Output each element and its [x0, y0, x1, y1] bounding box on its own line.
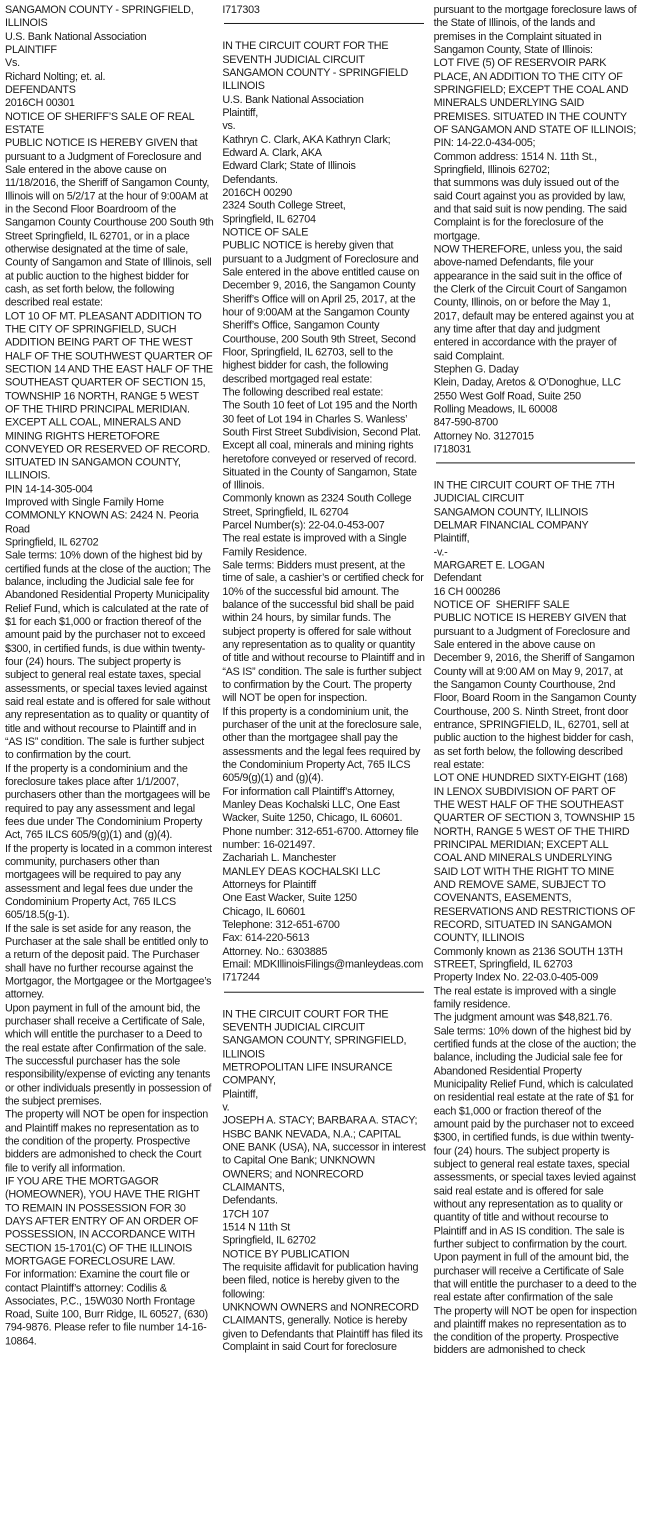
notice-header-line: IN THE CIRCUIT COURT FOR THE SEVENTH JUDICIAL CIRCUIT — [222, 1008, 392, 1034]
notice-paragraph: If the property is a condominium and the foreclosure takes place after 1/1/2007, purchasers other than the mortgagees will be required to pay any assessment and legal fees due under The Condominium Property Act, 765 ILCS 605/9(g)(1) and (g)(4). — [5, 762, 211, 842]
notice-title: NOTICE OF SHERIFF’S SALE OF REAL ESTATE — [5, 110, 197, 136]
notice-paragraph: The real estate is improved with a single family residence. — [433, 985, 617, 1011]
notice-header-line: DEFENDANTS — [5, 83, 76, 96]
notice-paragraph: The requisite affidavit for publication having been filed, notice is hereby given to the following: — [222, 1261, 419, 1300]
sale-terms: Sale terms: 10% down of the highest bid by certified funds at the close of the auction; The balance, including the Judicial sale fee for Abandoned Residential Property Municipality Relief Fund, which is calculated at the rate of $1 for each $1,000 or fraction thereof of the amount paid by the purchaser not to exceed $300, in certified funds, is due within twenty-four (24) hours. The subject property is subject to general real estate taxes, special assessments, or special taxes levied against said real estate and is offered for sale without any representation as to quality or quantity of title and without recourse to Plaintiff and in “AS IS” condition. The sale is further subject to confirmation by the court. — [5, 549, 211, 762]
notice-divider — [436, 463, 635, 464]
notice-paragraph: If the property is located in a common interest community, purchasers other than mortgagees will be required to pay any assessment and legal fees due under the Condominium Property Act, 765 ILCS 605/18.5(g-1). — [5, 842, 212, 922]
notice-id: I717244 — [222, 972, 260, 985]
law-firm: Klein, Daday, Aretos & O’Donoghue, LLC — [433, 376, 621, 389]
case-number: 17CH 107 — [222, 1207, 269, 1220]
fax: Fax: 614-220-5613 — [222, 932, 310, 945]
parcel-number: Property Index No. 22-03.0-405-009 — [433, 972, 599, 985]
notice-header-line: METROPOLITAN LIFE INSURANCE COMPANY, — [222, 1061, 396, 1087]
notice-header-line: Plaintiff, — [433, 532, 470, 545]
notice-header-line: SANGAMON COUNTY, ILLINOIS — [433, 506, 589, 519]
notice-paragraph: The property will NOT be open for inspection and plaintiff makes no representation as to the condition of the property. Prospective bidders are admonished to check — [433, 1304, 637, 1357]
parcel-number: Parcel Number(s): 22-04.0-453-007 — [222, 519, 385, 532]
notice-header-line: 2324 South College Street, — [222, 200, 346, 212]
property-address: Commonly known as 2324 South College Street, Springfield, IL 62704 — [222, 492, 412, 519]
case-number: 16 CH 000286 — [433, 586, 501, 599]
notice-title: NOTICE OF SALE — [222, 226, 309, 239]
notice-divider — [224, 991, 423, 992]
notice-header-line: Defendants. — [222, 1194, 278, 1207]
notice-header-line: Plaintiff, — [222, 106, 259, 119]
notice-header-line: v. — [222, 1101, 230, 1114]
notice-header-line: Plaintiff, — [222, 1088, 259, 1101]
notice-paragraph: NOW THEREFORE, unless you, the said above-named Defendants, file your appearance in the said suit in the office of the Clerk of the Circuit Court of Sangamon County, Illinois, on or before the May 1, 2017, default may be entered against you at any time after that day and judgment entered in accordance with the prayer of said Complaint. — [433, 243, 634, 363]
column-3 — [430, 4, 641, 1513]
notice-header-line: SANGAMON COUNTY, SPRINGFIELD, ILLINOIS — [222, 1034, 410, 1061]
notice-header-line: Springfield, IL 62704 — [222, 213, 316, 226]
notice-header-line: Defendants. — [222, 173, 278, 186]
notice-header-line: Edward Clark; State of Illinois — [222, 160, 356, 173]
legal-description: LOT FIVE (5) OF RESERVOIR PARK PLACE, AN ADDITION TO THE CITY OF SPRINGFIELD; EXCEPT THE COAL AND MINERALS UNDERLYING SAID PREMISES. SITUATED IN THE COUNTY OF SANGAMON AND STATE OF ILLINOIS; — [433, 57, 636, 136]
notice-header-line: Defendant — [433, 572, 482, 585]
notice-paragraph: PUBLIC NOTICE is hereby given that pursuant to a Judgment of Foreclosure and Sale entered in the above entitled cause on December 9, 2016, the Sangamon County Sheriff’s Office will on April 25, 2017, at the hour of 9:00AM at the Sangamon County Sheriff’s Office, Sangamon County Courthouse, 200 South 9th Street, Second Floor, Springfield, IL 62703, sell to the highest bidder for cash, the following described mortgaged real estate: — [222, 239, 420, 386]
notice-header-line: 1514 N 11th St — [222, 1221, 291, 1234]
notice-paragraph: Attorneys for Plaintiff — [222, 878, 316, 891]
notice-header-line: MARGARET E. LOGAN — [433, 559, 545, 572]
notice-paragraph: PUBLIC NOTICE IS HEREBY GIVEN that pursuant to a Judgment of Foreclosure and Sale entered in the above cause on December 9, 2016, the Sheriff of Sangamon County will at 9:00 AM on May 9, 2017, at the Sangamon County Courthouse, 2nd Floor, Board Room in the Sangamon County Courthouse, 200 S. Ninth Street, front door entrance, SPRINGFIELD, IL, 62701, sell at public auction to the highest bidder for cash, as set forth below, the following described real estate: — [433, 612, 637, 772]
legal-description: LOT ONE HUNDRED SIXTY-EIGHT (168) IN LENOX SUBDIVISION OF PART OF THE WEST HALF OF THE SOUTHEAST QUARTER OF SECTION 3, TOWNSHIP 15 NORTH, RANGE 5 WEST OF THE THIRD PRINCIPAL MERIDIAN; EXCEPT ALL COAL AND MINERALS UNDERLYING SAID LOT WITH THE RIGHT TO MINE AND REMOVE SAME, SUBJECT TO COVENANTS, EASEMENTS, RESERVATIONS AND RESTRICTIONS OF RECORD, SITUATED IN SANGAMON COUNTY, ILLINOIS — [433, 772, 636, 945]
notice-paragraph: IF YOU ARE THE MORTGAGOR (HOMEOWNER), YOU HAVE THE RIGHT TO REMAIN IN POSSESSION FOR 30 DAYS AFTER ENTRY OF AN ORDER OF POSSESSION, IN ACCORDANCE WITH SECTION 15-1701(C) OF THE ILLINOIS MORTGAGE FORECLOSURE LAW. — [5, 1175, 200, 1268]
notice-header-line: Kathryn C. Clark, AKA Kathryn Clark; Edward A. Clark, AKA — [222, 133, 394, 159]
case-number: 2016CH 00290 — [222, 186, 292, 199]
legal-description: LOT 10 OF MT. PLEASANT ADDITION TO THE CITY OF SPRINGFIELD, SUCH ADDITION BEING PART OF THE WEST HALF OF THE SOUTHWEST QUARTER OF SECTION 14 AND THE EAST HALF OF THE SOUTHEAST QUARTER OF SECTION 15, TOWNSHIP 16 NORTH, RANGE 5 WEST OF THE THIRD PRINCIPAL MERIDIAN. EXCEPT ALL COAL, MINERALS AND MINING RIGHTS HERETOFORE CONVEYED OR RESERVED OF RECORD. SITUATED IN SANGAMON COUNTY, ILLINOIS. — [5, 310, 213, 482]
sale-terms: Sale terms: 10% down of the highest bid by certified funds at the close of the auction; the balance, including the Judicial sale fee for Abandoned Residential Property Municipality Relief Fund, which is calculated on residential real estate at the rate of $1 for each $1,000 or fraction thereof of the amount paid by the purchaser not to exceed $300, in certified funds, is due within twenty-four (24) hours. The subject property is subject to general real estate taxes, special assessments, or special taxes levied against said real estate and is offered for sale without any representation as to quality or quantity of title and without recourse to Plaintiff and in AS IS condition. The sale is further subject to confirmation by the court. — [433, 1025, 636, 1251]
notice-id: I718031 — [433, 443, 471, 456]
legal-description: The South 10 feet of Lot 195 and the North 30 feet of Lot 194 in Charles S. Wanless’ South First Street Subdivision, Second Plat. Except all coal, minerals and mining rights heretofore conveyed or reserved of record. — [222, 399, 421, 465]
notice-id: I717303 — [222, 4, 260, 16]
notice-logan — [434, 480, 637, 1359]
telephone: 847-590-8700 — [433, 416, 498, 429]
notice-paragraph: Upon payment in full of the amount bid, the purchaser shall receive a Certificate of Sale, which will entitle the purchaser to a Deed to the real estate after Confirmation of the sale. The successful purchaser has the sole responsibility/expense of evicting any tenants or other individuals presently in possession of the subject premises. — [5, 1002, 212, 1108]
notice-paragraph: UNKNOWN OWNERS and NONRECORD CLAIMANTS, generally. Notice is hereby given to Defendants that Plaintiff has filed its Complaint in said Court for foreclosure — [222, 1301, 423, 1354]
notice-header-line: Richard Nolting; et. al. — [5, 70, 106, 83]
notice-stacy — [222, 1008, 429, 1354]
notice-clark — [222, 40, 425, 985]
notice-paragraph: The property will NOT be open for inspection and Plaintiff makes no representation as to the condition of the property. Prospective bidders are admonished to check the Court file to verify all information. — [5, 1108, 209, 1175]
notice-header-line: SANGAMON COUNTY - SPRINGFIELD, ILLINOIS — [5, 4, 197, 30]
attorney-name: Zachariah L. Manchester — [222, 852, 337, 865]
notice-header-line: IN THE CIRCUIT COURT FOR THE SEVENTH JUDICIAL CIRCUIT — [222, 40, 392, 66]
notice-header-line: JOSEPH A. STACY; BARBARA A. STACY; HSBC BANK NEVADA, N.A.; CAPITAL ONE BANK (USA), NA, successor in interest to Capital One Bank; UNKNOWN OWNERS; and NONRECORD CLAIMANTS, — [222, 1114, 429, 1194]
notice-paragraph: If the sale is set aside for any reason, the Purchaser at the sale shall be entitled only to a return of the deposit paid. The Purchaser shall have no further recourse against the Mortgagor, the Mortgagee or the Mortgagee’s attorney. — [5, 922, 212, 1001]
property-address: Commonly known as 2136 SOUTH 13TH STREET, Springfield, IL 62703 — [433, 945, 623, 971]
notice-header-line: IN THE CIRCUIT COURT OF THE 7TH JUDICIAL CIRCUIT — [433, 479, 618, 505]
notice-paragraph: pursuant to the mortgage foreclosure laws of the State of Illinois, of the lands and premises in the Complaint situated in Sangamon County, State of Illinois: — [433, 4, 637, 56]
notice-title: NOTICE OF SHERIFF SALE — [433, 599, 570, 612]
property-address: COMMONLY KNOWN AS: 2424 N. Peoria Road — [5, 509, 199, 536]
attorney-contact: For information call Plaintiff’s Attorney, Manley Deas Kochalski LLC, One East Wacker, Suite 1250, Chicago, IL 60601. Phone number: 312-651-6700. Attorney file number: 16-021497. — [222, 785, 419, 851]
telephone: Telephone: 312-651-6700 — [222, 918, 340, 931]
notice-paragraph: Upon payment in full of the amount bid, the purchaser will receive a Certificate of Sale that will entitle the purchaser to a deed to the real estate after confirmation of the sale — [433, 1251, 637, 1304]
notice-header-line: vs. — [222, 120, 236, 133]
notice-paragraph: Improved with Single Family Home — [5, 496, 164, 509]
notice-nolting — [5, 4, 214, 1348]
column-1 — [5, 4, 218, 1513]
attorney-number: Attorney. No.: 6303885 — [222, 945, 328, 958]
notice-paragraph: The following described real estate: — [222, 386, 384, 399]
notice-paragraph: Rolling Meadows, IL 60008 — [433, 403, 558, 416]
notice-paragraph: 2550 West Golf Road, Suite 250 — [433, 390, 581, 402]
email: Email: MDKIllinoisFilings@manleydeas.com — [222, 958, 424, 971]
notice-header-line: Vs. — [5, 57, 20, 70]
pin-number: PIN 14-14-305-004 — [5, 483, 93, 496]
attorney-name: Stephen G. Daday — [433, 363, 519, 376]
notice-header-line: SANGAMON COUNTY - SPRINGFIELD ILLINOIS — [222, 66, 411, 93]
notice-title: NOTICE BY PUBLICATION — [222, 1247, 350, 1260]
law-firm: MANLEY DEAS KOCHALSKI LLC — [222, 865, 381, 878]
notice-header-line: Springfield, IL 62702 — [222, 1234, 316, 1247]
notice-header-line: DELMAR FINANCIAL COMPANY — [433, 519, 589, 532]
case-number: 2016CH 00301 — [5, 97, 75, 110]
notice-paragraph: Situated in the County of Sangamon, State of Illinois. — [222, 466, 417, 492]
column-2 — [218, 4, 429, 1513]
attorney-number: Attorney No. 3127015 — [433, 429, 534, 442]
notice-paragraph: The real estate is improved with a Single Family Residence. — [222, 532, 407, 559]
property-city: Springfield, IL 62702 — [5, 536, 99, 549]
attorney-contact: For information: Examine the court file or contact Plaintiff’s attorney: Codilis & Associates, P.C., 15W030 North Frontage Road, Suite 100, Burr Ridge, IL 60527, (630) 794-9876. Please refer to file number 14-16-10864. — [5, 1268, 208, 1348]
pin-number: PIN: 14-22.0-434-005; — [433, 137, 536, 150]
notice-header-line: U.S. Bank National Association — [5, 30, 147, 43]
property-address: Common address: 1514 N. 11th St., Springfield, Illinois 62702; — [433, 150, 597, 176]
notice-header-line: PLAINTIFF — [5, 43, 57, 56]
notice-paragraph: that summons was duly issued out of the said Court against you as provided by law, and that said suit is now pending. The said Complaint is for the foreclosure of the mortgage. — [433, 177, 627, 243]
notice-paragraph: If this property is a condominium unit, the purchaser of the unit at the foreclosure sale, other than the mortgagee shall pay the assessments and the legal fees required by the Condominium Property Act, 765 ILCS 605/9(g)(1) and (g)(4). — [222, 705, 422, 785]
judgment-amount: The judgment amount was $48,821.76. — [433, 1011, 613, 1024]
notice-stacy-continued — [434, 4, 637, 457]
notice-header-line: -v.- — [433, 546, 448, 559]
sale-terms: Sale terms: Bidders must present, at the time of sale, a cashier’s or certified check for 10% of the successful bid amount. The balance of the successful bid shall be paid within 24 hours, by similar funds. The subject property is offered for sale without any representation as to quality or quantity of title and without recourse to Plaintiff and in “AS IS” condition. The sale is further subject to confirmation by the Court. The property will NOT be open for inspection. — [222, 559, 425, 705]
notice-paragraph: PUBLIC NOTICE IS HEREBY GIVEN that pursuant to a Judgment of Foreclosure and Sale entered in the above cause on 11/18/2016, the Sheriff of Sangamon County, Illinois will on 5/2/17 at the hour of 9:00AM at in the Second Floor Boardroom of the Sangamon County Courthouse 200 South 9th Street Springfield, IL 62701, or in a place otherwise designated at the time of sale, County of Sangamon and State of Illinois, sell at public auction to the highest bidder for cash, as set forth below, the following described real estate: — [5, 137, 214, 309]
notice-divider — [224, 23, 423, 24]
notice-paragraph: One East Wacker, Suite 1250 — [222, 892, 357, 905]
notice-paragraph: Chicago, IL 60601 — [222, 905, 306, 918]
notice-header-line: U.S. Bank National Association — [222, 93, 364, 106]
